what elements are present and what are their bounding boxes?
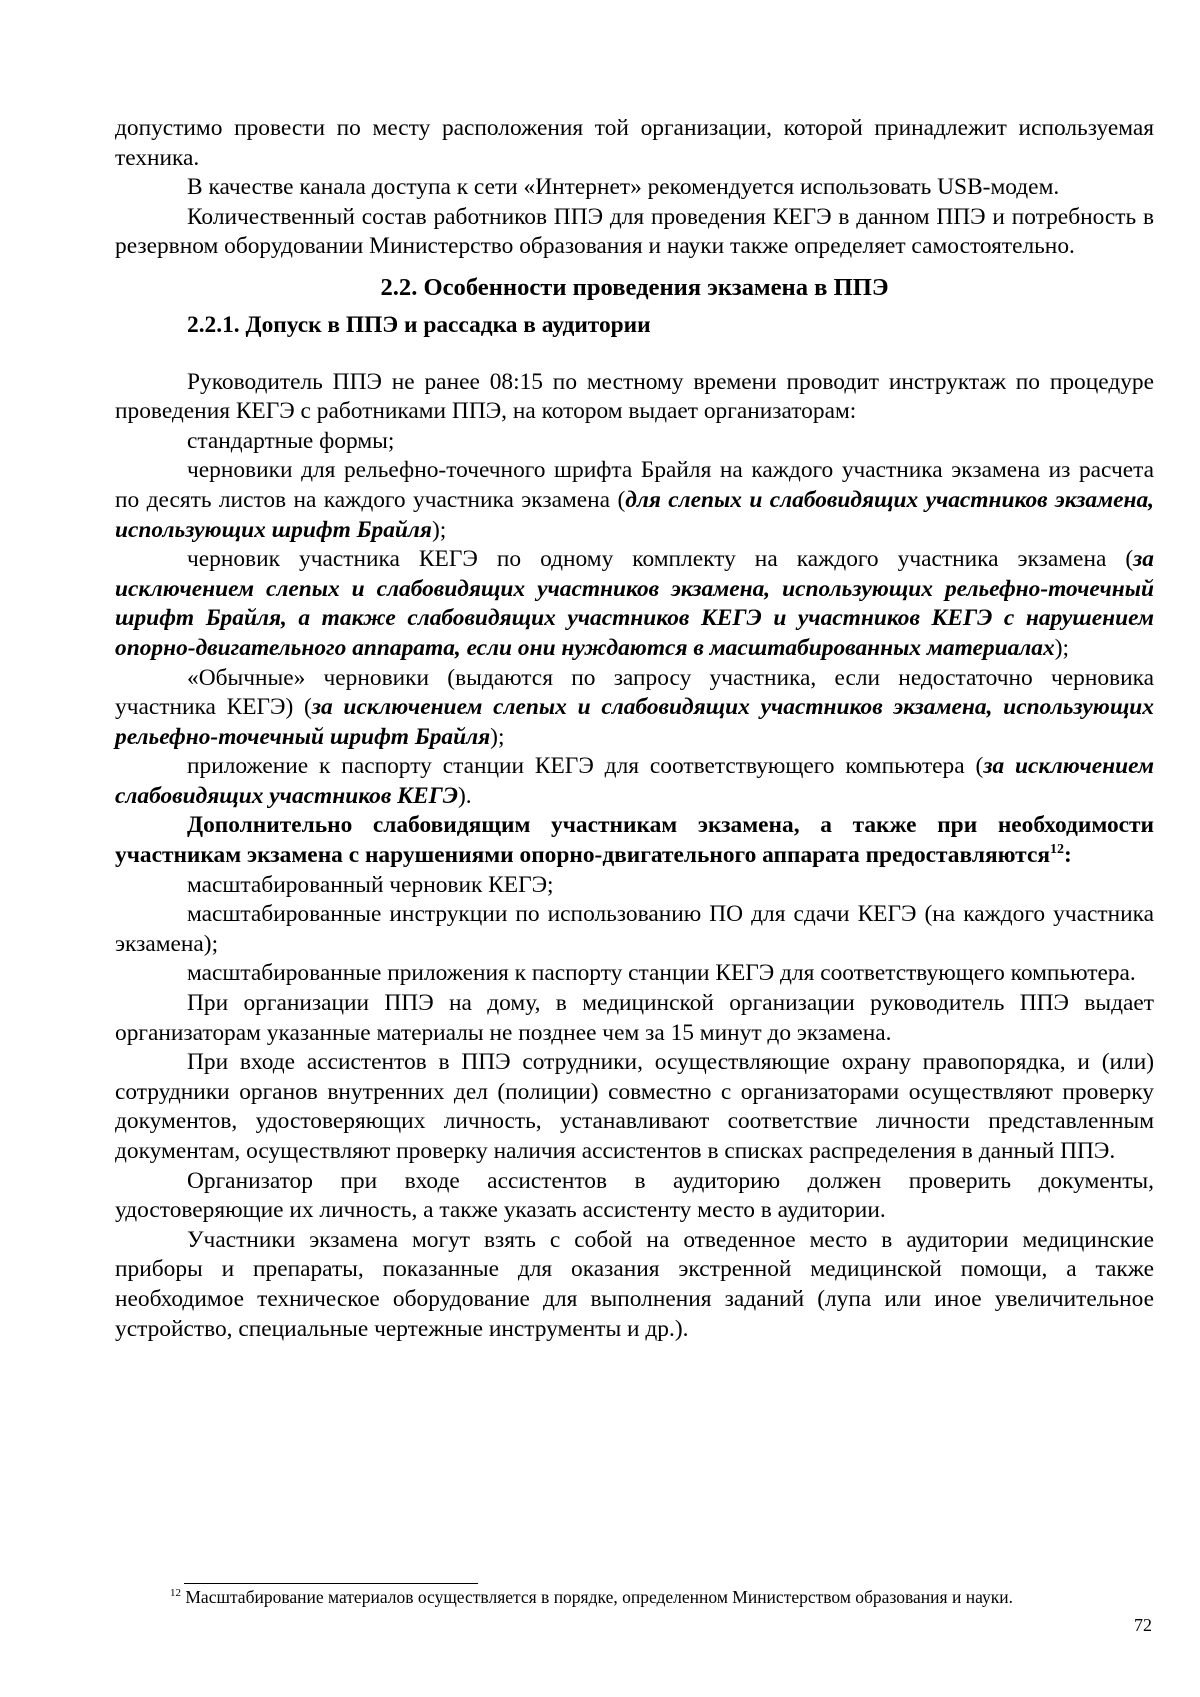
item-passport-appendix <box>115 752 1154 811</box>
item-braille-drafts <box>115 456 1154 545</box>
footnote-reference[interactable]: 12 <box>1049 842 1064 858</box>
instruction-paragraph: Руководитель ППЭ не ранее 08:15 по местному времени проводит инструктаж по процедуре проведения КЕГЭ с работниками ППЭ, на котором выдает организаторам: <box>115 368 1154 425</box>
item-text: «Обычные» черновики (выдаются по запросу участника, если недостаточно черновика участника КЕГЭ) ( <box>115 664 1154 721</box>
item-end: ); <box>431 516 447 543</box>
item-emphasis: за исключением слабовидящих участников КЕГЭ <box>115 753 1154 809</box>
footnote <box>115 1586 1154 1608</box>
footnote-number: 12 <box>170 1587 181 1600</box>
intro-paragraph-2: В качестве канала доступа к сети «Интернет» рекомендуется использовать USB-модем. <box>187 174 1060 201</box>
section-heading: 2.2. Особенности проведения экзамена в ППЭ <box>380 273 889 301</box>
page-number: 72 <box>1134 1615 1152 1635</box>
item-standard-forms: стандартные формы; <box>187 427 395 454</box>
scaled-item-3: масштабированные приложения к паспорту станции КЕГЭ для соответствующего компьютера. <box>187 960 1136 987</box>
item-emphasis: за исключением слепых и слабовидящих участников экзамена, использующих рельефно-точечный шрифт Брайля, а также слабовидящих участников КЕГЭ и участников КЕГЭ с нарушением опорно-двигательного аппарата, если они нуждаются в масштабированных материалах <box>115 546 1154 661</box>
item-end: ); <box>1054 634 1069 661</box>
intro-paragraph-3: Количественный состав работников ППЭ для проведения КЕГЭ в данном ППЭ и потребность в резервном оборудовании Министерство образования и науки также определяет самостоятельно. <box>115 203 1154 260</box>
item-regular-drafts <box>115 664 1154 753</box>
scaled-item-1: масштабированный черновик КЕГЭ; <box>187 871 554 898</box>
intro-paragraph-1: допустимо провести по месту расположения той организации, которой принадлежит используемая техника. <box>115 115 1154 171</box>
additional-heading-text: Дополнительно слабовидящим участникам экзамена, а также при необходимости участникам экзамена с нарушениями опорно-двигательного аппарата предоставляются <box>115 812 1154 869</box>
item-emphasis: за исключением слепых и слабовидящих участников экзамена, использующих рельефно-точечный шрифт Брайля <box>115 694 1155 750</box>
item-emphasis: для слепых и слабовидящих участников экзамена, использующих шрифт Брайля <box>115 486 1155 543</box>
item-end: ). <box>458 782 472 809</box>
closing-paragraph-3: Организатор при входе ассистентов в аудиторию должен проверить документы, удостоверяющие их личность, а также указать ассистенту место в аудитории. <box>115 1167 1154 1224</box>
footnote-text: Масштабирование материалов осуществляется в порядке, определенном Министерством образования и науки. <box>181 1587 1013 1607</box>
additional-materials-heading <box>115 811 1154 870</box>
closing-paragraph-4: Участники экзамена могут взять с собой на отведенное место в аудитории медицинские приборы и препараты, показанные для оказания экстренной медицинской помощи, а также необходимое техническое оборудование для выполнения заданий (лупа или иное увеличительное устройство, специальные чертежные инструменты и др.). <box>115 1226 1154 1342</box>
additional-heading-end: : <box>1063 842 1072 869</box>
scaled-item-2: масштабированные инструкции по использованию ПО для сдачи КЕГЭ (на каждого участника экзамена); <box>115 901 1154 957</box>
footnote-divider <box>184 1583 478 1584</box>
item-participant-draft <box>115 545 1154 663</box>
subsection-heading: 2.2.1. Допуск в ППЭ и рассадка в аудитории <box>187 311 651 338</box>
item-text: черновики для рельефно-точечного шрифта Брайля на каждого участника экзамена из расчета по десять листов на каждого участника экзамена ( <box>115 457 1154 513</box>
item-text: черновик участника КЕГЭ по одному комплекту на каждого участника экзамена ( <box>187 546 1134 573</box>
item-end: ); <box>490 723 505 750</box>
closing-paragraph-2: При входе ассистентов в ППЭ сотрудники, осуществляющие охрану правопорядка, и (или) сотрудники органов внутренних дел (полиции) совместно с организаторами осуществляют проверку документов, удостоверяющих личность, устанавливают соответствие личности представленным документам, осуществляют проверку наличия ассистентов в списках распределения в данный ППЭ. <box>115 1049 1154 1164</box>
item-text: приложение к паспорту станции КЕГЭ для соответствующего компьютера ( <box>187 753 984 780</box>
closing-paragraph-1: При организации ППЭ на дому, в медицинской организации руководитель ППЭ выдает организаторам указанные материалы не позднее чем за 15 минут до экзамена. <box>115 990 1154 1046</box>
